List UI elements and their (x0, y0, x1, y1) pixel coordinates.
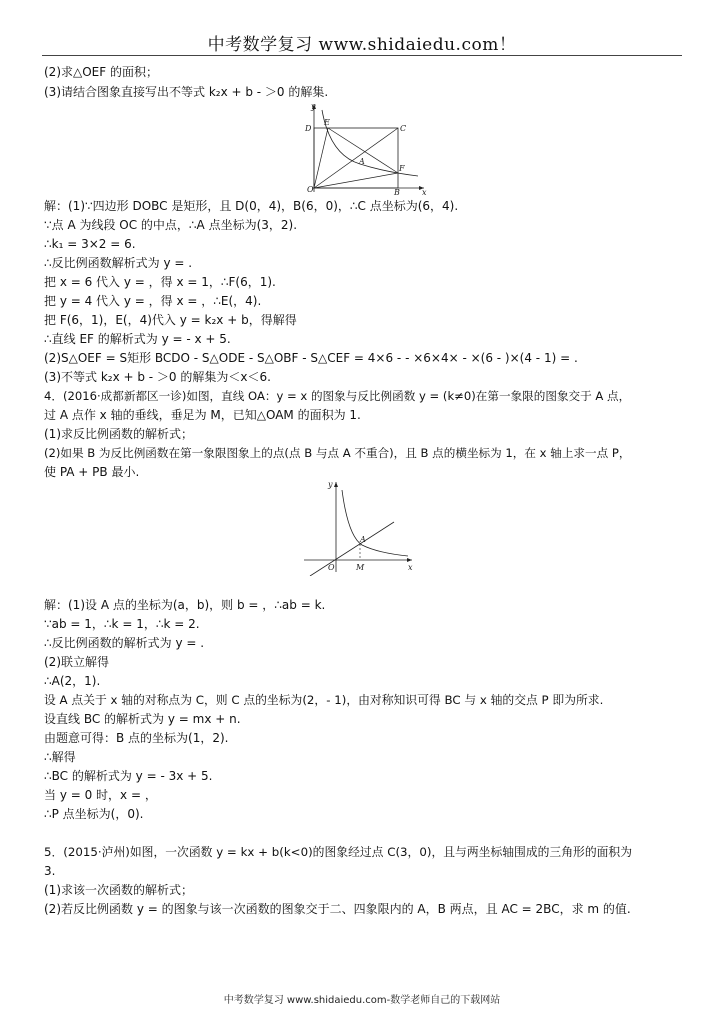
label-O: O (328, 563, 335, 572)
text-line: 把 x = 6 代入 y = ，得 x = 1，∴F(6，1). (44, 275, 276, 289)
text-line: 解：(1)设 A 点的坐标为(a，b)，则 b = ，∴ab = k. (44, 598, 326, 612)
text-line: 解：(1)∵四边形 DOBC 是矩形，且 D(0，4)，B(6，0)，∴C 点坐标为(6，4). (44, 199, 459, 213)
text-line: 把 F(6，1)，E(，4)代入 y = k₂x + b，得解得 (44, 313, 297, 327)
label-A: A (360, 535, 366, 544)
text-line: (2)若反比例函数 y = 的图象与该一次函数的图象交于二、四象限内的 A，B 两点，且 AC = 2BC，求 m 的值. (44, 902, 631, 916)
text-line: ∴直线 EF 的解析式为 y = - x + 5. (44, 332, 231, 346)
text-line: ∴反比例函数解析式为 y = . (44, 256, 193, 270)
text-line: (3)请结合图象直接写出不等式 k₂x + b - ＞0 的解集. (44, 85, 329, 99)
label-B: B (394, 188, 400, 196)
text-line: 设 A 点关于 x 轴的对称点为 C，则 C 点的坐标为(2，- 1)，由对称知识可得 BC 与 x 轴的交点 P 即为所求. (44, 693, 604, 707)
page-header: 中考数学复习 www.shidaiedu.com！ (207, 35, 517, 55)
header-divider (42, 55, 682, 56)
text-line: 3. (44, 864, 56, 878)
text-line: 设直线 BC 的解析式为 y = mx + n. (44, 712, 241, 726)
figure-rectangle-hyperbola (300, 100, 432, 196)
text-line: (3)不等式 k₂x + b - ＞0 的解集为＜x＜6. (44, 370, 271, 384)
figure-line-hyperbola (300, 478, 418, 576)
text-line: 把 y = 4 代入 y = ，得 x = ，∴E(，4). (44, 294, 262, 308)
label-y: y (328, 480, 333, 489)
text-line: (1)求该一次函数的解析式； (44, 883, 193, 897)
label-y: y (311, 102, 316, 111)
text-line: (2)联立解得 (44, 655, 109, 669)
label-O: O (307, 185, 314, 194)
label-x: x (408, 563, 413, 572)
text-line: 当 y = 0 时，x = ， (44, 788, 157, 802)
page-footer: 中考数学复习 www.shidaiedu.com-数学老师自己的下载网站 (223, 995, 501, 1006)
label-M: M (356, 563, 365, 572)
text-line: ∴k₁ = 3×2 = 6. (44, 237, 136, 251)
text-line: 由题意可得：B 点的坐标为(1，2). (44, 731, 229, 745)
text-line: 使 PA + PB 最小. (44, 465, 140, 479)
text-line: ∵ab = 1，∴k = 1，∴k = 2. (44, 617, 200, 631)
text-line: (2)如果 B 为反比例函数在第一象限图象上的点(点 B 与点 A 不重合)，且 B 点的横坐标为 1，在 x 轴上求一点 P， (44, 446, 631, 460)
text-line: ∵点 A 为线段 OC 的中点，∴A 点坐标为(3，2). (44, 218, 298, 232)
text-line: ∴解得 (44, 750, 76, 764)
label-E: E (324, 118, 330, 127)
text-line: (2)S△OEF = S矩形 BCDO - S△ODE - S△OBF - S△CEF = 4×6 - - ×6×4× - ×(6 - )×(4 - 1) = . (44, 351, 578, 365)
label-A: A (359, 157, 365, 166)
text-line: ∴P 点坐标为(，0). (44, 807, 144, 821)
text-line: (1)求反比例函数的解析式； (44, 427, 193, 441)
label-D: D (305, 124, 312, 133)
text-line: ∴BC 的解析式为 y = - 3x + 5. (44, 769, 213, 783)
label-C: C (400, 124, 407, 133)
label-F: F (399, 164, 405, 173)
problem-4-line: 4．(2016·成都新都区一诊)如图，直线 OA：y = x 的图象与反比例函数 y = (k≠0)在第一象限的图象交于 A 点， (44, 389, 631, 403)
problem-5-line: 5．(2015·泸州)如图，一次函数 y = kx + b(k<0)的图象经过点 C(3，0)，且与两坐标轴围成的三角形的面积为 (44, 845, 633, 859)
text-line: 过 A 点作 x 轴的垂线，垂足为 M，已知△OAM 的面积为 1. (44, 408, 361, 422)
text-line: ∴A(2，1). (44, 674, 101, 688)
text-line: ∴反比例函数的解析式为 y = . (44, 636, 205, 650)
label-x: x (422, 188, 427, 196)
text-line: (2)求△OEF 的面积； (44, 65, 158, 79)
